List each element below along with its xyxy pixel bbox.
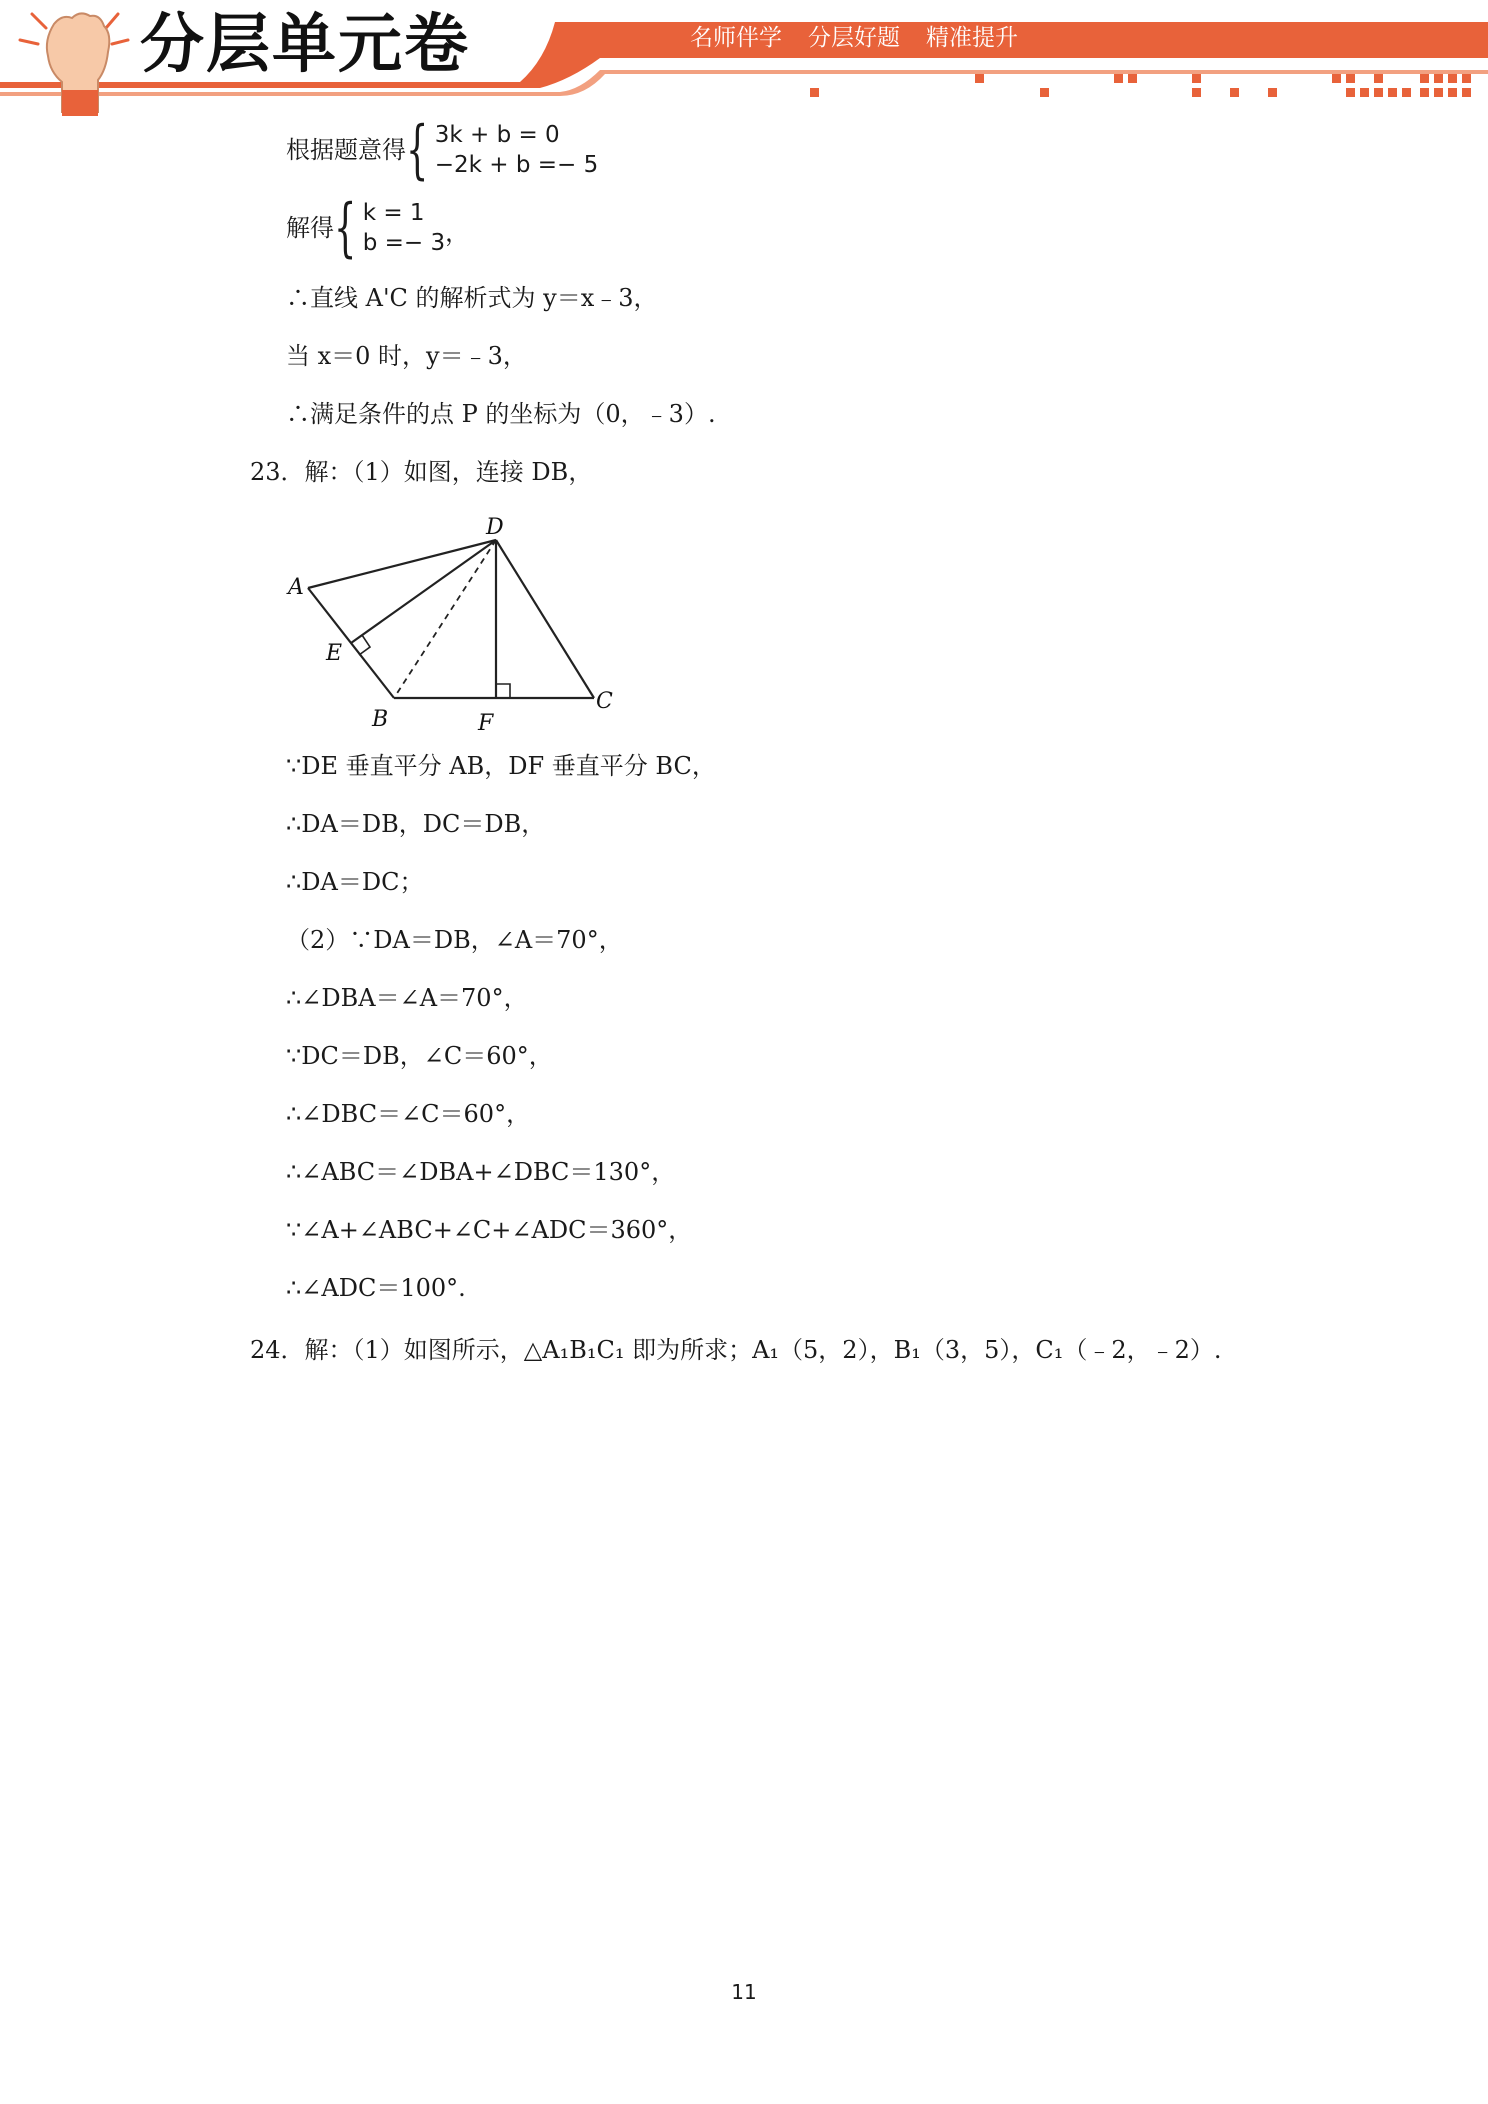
thumbs-up-fist-icon [10,0,140,120]
page-number: 11 [731,1980,757,2004]
text-line: ∴∠DBA＝∠A＝70°， [286,984,528,1012]
text-line: ∵DC＝DB，∠C＝60°， [286,1042,553,1070]
slogan-1: 名师伴学 [690,25,782,51]
right-angle-mark-F [496,684,510,698]
label-C: C [596,689,613,714]
header-slogans [690,20,1018,56]
text-line: ∵DE 垂直平分 AB，DF 垂直平分 BC， [286,752,716,780]
equation-system-2 [286,191,470,265]
system-1-eq-1: 3k + b = 0 [434,122,560,148]
system-2-suffix: ， [445,219,470,247]
segment-DE [351,540,496,643]
question-24-heading: 24．解：（1）如图所示，△A₁B₁C₁ 即为所求；A₁（5，2），B₁（3，5），C₁（﹣2，﹣2）. [250,1336,1222,1364]
brand-title: 分层单元卷 [140,8,470,82]
label-B: B [372,707,389,732]
text-line: ∴直线 A'C 的解析式为 y＝x﹣3， [286,284,658,312]
system-1-eq-2: −2k + b =− 5 [434,152,599,178]
text-line: ∴满足条件的点 P 的坐标为（0，﹣3）. [286,400,716,428]
text-line: ∴∠ADC＝100°. [286,1274,466,1302]
text-line: ∴∠DBC＝∠C＝60°， [286,1100,531,1128]
system-2-eq-1: k = 1 [362,200,425,226]
text-line: ∴∠ABC＝∠DBA+∠DBC＝130°， [286,1158,676,1186]
system-2-prefix: 解得 [286,214,334,242]
system-1-prefix: 根据题意得 [286,136,406,164]
geometry-figure [280,506,620,736]
label-E: E [326,641,343,666]
text-line: ∵∠A+∠ABC+∠C+∠ADC＝360°， [286,1216,693,1244]
right-angle-mark-E [359,635,370,655]
label-D: D [486,515,504,540]
slogan-3: 精准提升 [926,25,1018,51]
segment-DA [308,540,496,588]
text-line: ∴DA＝DC； [286,868,424,896]
text-line: 当 x＝0 时，y＝﹣3， [286,342,527,370]
page-header [0,0,1488,120]
label-A: A [288,575,304,600]
equation-system-1 [286,113,599,187]
brace-2: { [334,191,357,265]
segment-DB-dashed [394,540,496,698]
label-F: F [478,711,494,736]
segment-CD [496,540,594,698]
brace-1: { [406,113,429,187]
text-line: （2）∵DA＝DB，∠A＝70°， [286,926,623,954]
question-23-heading: 23．解：（1）如图，连接 DB， [250,458,593,486]
slogan-2: 分层好题 [808,25,900,51]
system-2-eq-2: b =− 3 [362,230,446,256]
text-line: ∴DA＝DB，DC＝DB， [286,810,546,838]
